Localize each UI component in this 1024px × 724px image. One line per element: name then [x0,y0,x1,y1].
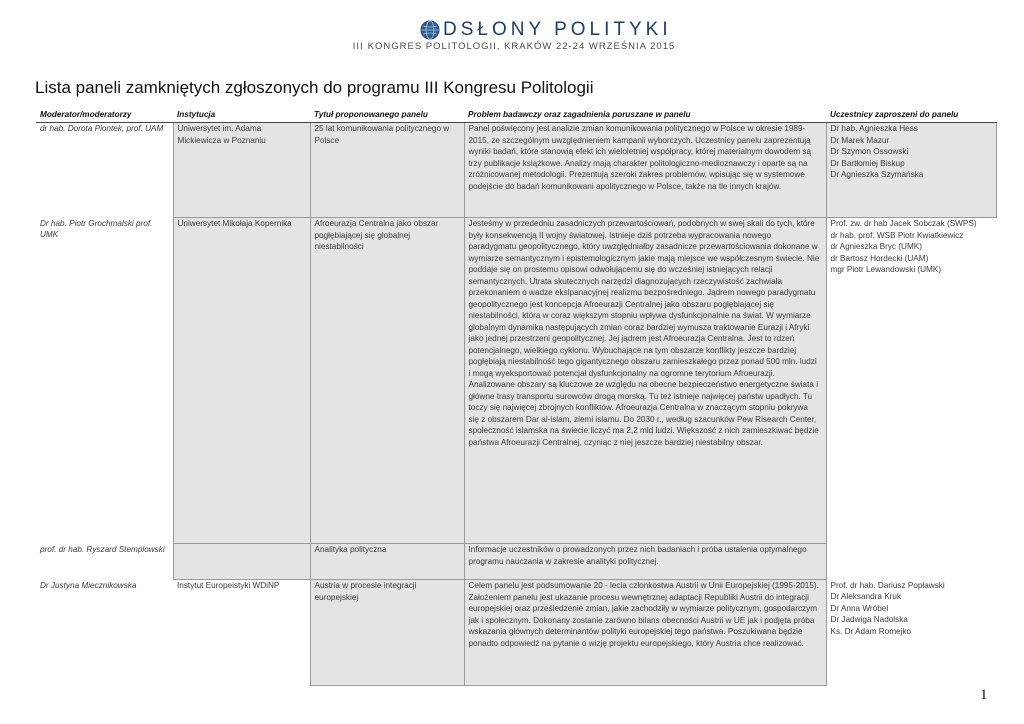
document-header [0,16,1024,56]
problem-cell: Celem panelu jest podsumowanie 20 - lecia członkostwa Austrii w Unii Europejskiej (1995-2015). Założeniem panelu jest ukazanie procesu wewnętrznej adaptacji Republiki Austrii do integracji europejskiej oraz prześledzenie zmian, jakie zachodziły w wymiarze politycznym, gospodarczym jak i społecznym. Dokonany zostanie zarówno bilans obecności Austrii w UE jak i podjęta próba wskazania głównych determinantów polityki europejskiej tego państwa. Poszukiwana będzie ponadto odpowiedź na pytanie o wizję projektu europejskiego, który Austria chce realizować. [464,580,826,686]
participant: Dr Bartłomiej Biskup [830,158,905,168]
congress-logo [420,18,672,42]
page-title: Lista paneli zamkniętych zgłoszonych do programu III Kongresu Politologii [35,78,594,97]
moderator-cell: dr hab. Dorota Piontek, prof. UAM [40,124,164,133]
subtitle-text: KONGRES POLITOLOGII, KRAKÓW 22-24 WRZEŚNIA 2015 [367,41,676,52]
column-header-title: Tytuł proponowanego panelu [310,108,464,123]
participants-cell [826,218,996,544]
column-header-problem: Problem badawczy oraz zagadnienia poruszane w panelu [464,108,826,123]
column-header-institution: Instytucja [173,108,310,123]
institution-cell: Uniwersytet im. Adama Mickiewicza w Poznaniu [173,123,310,218]
congress-subtitle [0,41,1024,52]
logo-text: DSŁONY POLITYKI [443,19,672,40]
panel-title-cell: Analityka polityczna [310,544,464,580]
table-row [36,218,996,544]
column-header-participants: Uczestnicy zaproszeni do panelu [826,108,996,123]
moderator-cell: Dr Justyna Miecznikowska [40,580,137,590]
problem-cell: Informacje uczestników o prowadzonych przez nich badaniach i próba ustalenia optymalnego programu nauczania w zakresie analityki politycznej. [464,544,826,580]
page-number: 1 [980,687,988,703]
moderator-cell: Dr hab. Piotr Grochmalski prof. UMK [40,218,153,239]
participants-cell [826,123,996,218]
participant: mgr Piotr Lewandowski (UMK) [830,265,942,274]
column-header-moderator: Moderator/moderatorzy [36,108,173,123]
participant: dr Bartosz Hordecki (UAM) [830,253,929,263]
moderator-cell: prof. dr hab. Ryszard Stemplowski [40,544,165,554]
participant: Dr Anna Wróbel [830,603,889,613]
participant: dr hab. prof. WSB Piotr Kwiatkiewicz [830,230,964,240]
table-row [36,580,996,686]
problem-cell: Jesteśmy w przededniu zasadniczych przewartościowań, podobnych w swej skali do tych, które były konsekwencją II wojny światowej. Istnieje dziś potrzeba wypracowania nowego paradygmatu geopolitycznego, który uwzględniałby zasadnicze przewartościowania dokonane w wymiarze semantycznym i epistemologicznym jakie mają miejsce we współczesnym świecie. Nie poddaje się on prostemu opisowi odwołującemu się do wcześniej istniejących relacji semantycznych. Utrata skutecznych narzędzi diagnozujących rzeczywistość zachwiała przekonaniem o wadze ekslpanacyjnej realizmu bezpośredniego. Jądrem nowego paradygmatu geopolitycznego jest koncepcja Afroeurazji Centralnej jako obszaru pogłębiającej się niestabilności, która w coraz większym stopniu wpływa dysfunkcjonalnie na świat. W wymiarze globalnym dynamika następujących zmian coraz bardziej wymusza traktowanie Eurazji i Afryki jako jednej przestrzeni geopolitycznej. Jej jądrem jest Afroeurazja Centralna. Jest to rdzeń potencjalnego, wielkiego cyklonu. Wybuchające na tym obszarze konflikty jeszcze bardziej pogłębiają niestabilność tego gigantycznego obszaru zamieszkałego przez ponad 500 mln. ludzi i mogą wyeksportować potencjał dysfunkcjonalny na ogromne terytorium Afroeurazji. Analizowane obszary są kluczowe ze względu na obecne bezpieczeństwo energetyczne świata i główne trasy transportu surowców drogą morską. Tu też istnieje najwięcej państw upadłych. Tu toczy się najwięcej zbrojnych konfliktów. Afroeurazja Centralna w znaczącym stopniu pokrywa się z obszarem Dar al-islam, ziemi islamu. Do 2030 r., według szacunków Pew Risearch Center, społeczność islamska na świecie liczyć ma 2,2 mld ludzi. Większość z nich zamieszkiwać będzie państwa Afroeurazji Centralnej, czyniąc z niej jeszcze bardziej niestabilny obszar. [464,218,826,544]
participants-cell [826,544,996,580]
participant: Dr Aleksandra Kruk [830,592,902,601]
problem-cell: Panel poświęcony jest analizie zmian komunikowania politycznego w Polsce w okresie 1989-2015, ze szczególnym uwzględnieniem kampanii wyborczych. Uczestnicy panelu zaprezentują wyniki badań, które stanowią efekt ich wieloletniej współpracy, której materialnym dowodem są trzy publikacje książkowe. Analizy mają charakter politologiczno-medioznawczy i oparte są na zróżnicowanej metodologii. Prezentują szeroki zakres problemów, wpisując się w systemowe podejście do badań komunikowani apolitycznego w Polsce, także na tle innych krajów. [464,123,826,218]
institution-cell: Instytut Europeistyki WDiNP [177,581,280,590]
participant: dr Agnieszka Bryc (UMK) [830,242,922,251]
participant: Prof. dr hab. Dariusz Popławski [830,580,945,590]
institution-cell: Uniwersytet Mikołaja Kopernika [173,218,310,544]
participant: Prof. zw. dr hab Jacek Sobczak (SWPS) [830,219,977,228]
participants-cell [826,580,996,686]
panel-title-cell: Austria w procesie integracji europejskiej [310,580,464,686]
participant: Dr Agnieszka Szymańska [830,170,924,179]
panels-table [36,108,997,686]
panel-title-cell: Afroeurazja Centralna jako obszar pogłębiającej się globalnej niestabilności [310,218,464,544]
participant: Dr Marek Mazur [830,135,890,145]
participant: Dr hab. Agnieszka Hess [830,124,918,133]
subtitle-prefix: III [352,41,364,52]
panel-title-cell: 25 lat komunikowania politycznego w Polsce [310,123,464,218]
table-row [36,544,996,580]
table-header-row [36,108,996,123]
globe-icon [420,20,440,40]
participant: Dr Jadwiga Nadolska [830,615,908,624]
institution-cell [173,544,310,580]
participant: Ks. Dr Adam Romejko [830,626,912,636]
participant: Dr Szymon Ossowski [830,147,909,156]
table-row [36,123,996,218]
